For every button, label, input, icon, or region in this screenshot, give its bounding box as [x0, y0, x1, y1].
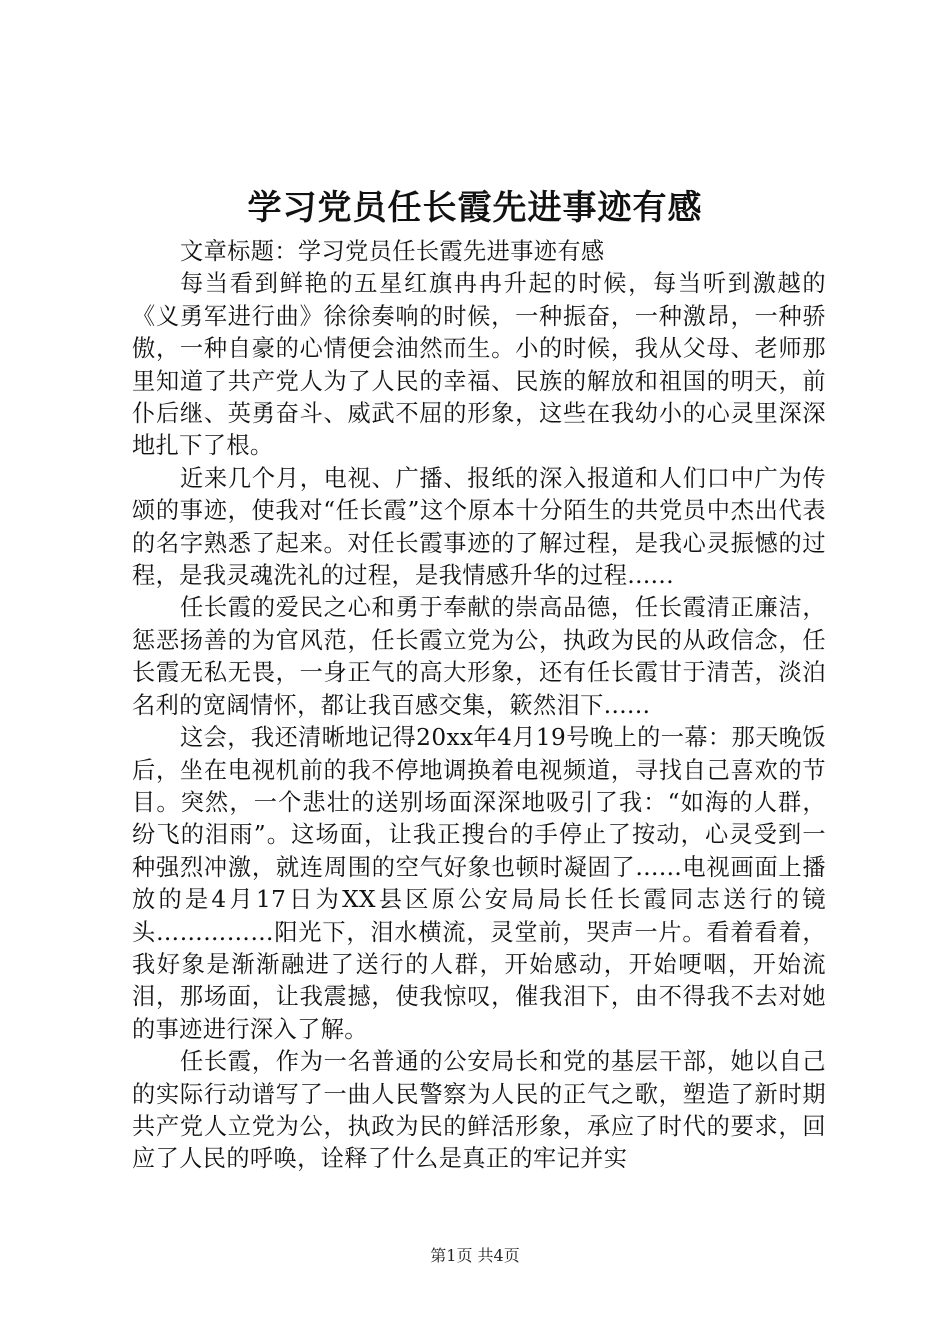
paragraph: 任长霞的爱民之心和勇于奉献的崇高品德，任长霞清正廉洁，惩恶扬善的为官风范，任长霞立党为公，执政为民的从政信念，任长霞无私无畏，一身正气的高大形象，还有任长霞甘于清苦，淡泊名利的宽阔情怀，都让我百感交集，簌然泪下......: [132, 594, 826, 719]
paragraph: 任长霞，作为一名普通的公安局长和党的基层干部，她以自己的实际行动谱写了一曲人民警察为人民的正气之歌，塑造了新时期共产党人立党为公，执政为民的鲜活形象，承应了时代的要求，回应了人民的呼唤，诠释了什么是真正的牢记并实: [132, 1048, 826, 1173]
paragraph: 近来几个月，电视、广播、报纸的深入报道和人们口中广为传颂的事迹，使我对“任长霞”这个原本十分陌生的共党员中杰出代表的名字熟悉了起来。对任长霞事迹的了解过程，是我心灵振憾的过程，是我灵魂洗礼的过程，是我情感升华的过程......: [132, 464, 826, 590]
document-body: [132, 236, 826, 1176]
paragraph: 这会，我还清晰地记得20xx年4月19号晚上的一幕：那天晚饭后，坐在电视机前的我不停地调换着电视频道，寻找自己喜欢的节目。突然，一个悲壮的送别场面深深地吸引了我：“如海的人群，纷飞的泪雨”。这场面，让我正搜台的手停止了按动，心灵受到一种强烈冲激，就连周围的空气好象也顿时凝固了......电视画面上播放的是4月17日为XX县区原公安局局长任长霞同志送行的镜头……………阳光下，泪水横流，灵堂前，哭声一片。看着看着，我好象是渐渐融进了送行的人群，开始感动，开始哽咽，开始流泪，那场面，让我震撼，使我惊叹，催我泪下，由不得我不去对她的事迹进行深入了解。: [132, 724, 826, 1043]
paragraph: 每当看到鲜艳的五星红旗冉冉升起的时候，每当听到激越的《义勇军进行曲》徐徐奏响的时候，一种振奋，一种激昂，一种骄傲，一种自豪的心情便会油然而生。小的时候，我从父母、老师那里知道了共产党人为了人民的幸福、民族的解放和祖国的明天，前仆后继、英勇奋斗、威武不屈的形象，这些在我幼小的心灵里深深地扎下了根。: [132, 270, 826, 460]
article-heading-line: 文章标题：学习党员任长霞先进事迹有感: [180, 238, 605, 265]
page-number-footer: 第1页 共4页: [430, 1246, 520, 1265]
document-title: 学习党员任长霞先进事迹有感: [247, 188, 703, 228]
